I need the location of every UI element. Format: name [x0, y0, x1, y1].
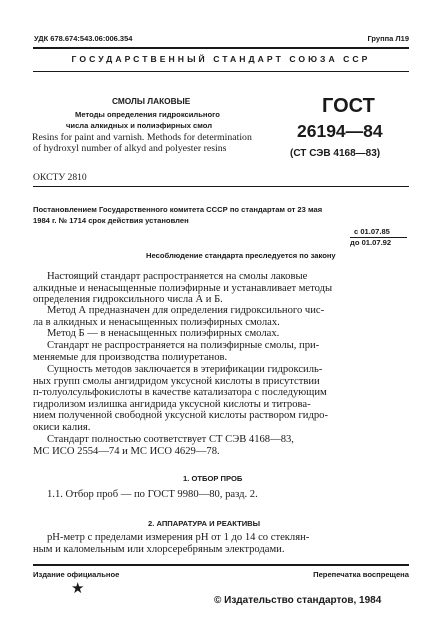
- law-warning: Несоблюдение стандарта преследуется по закону: [146, 251, 336, 260]
- text-line: гидролизом излишка ангидрида уксусной кислоты и титрова-: [33, 398, 311, 410]
- text-line: Сущность методов заключается в этерификации гидроксиль-: [47, 364, 323, 375]
- effective-from: с 01.07.85: [354, 227, 390, 236]
- text-line: алкидные и ненасыщенные полиэфирные и устанавливает методы: [33, 282, 333, 294]
- effective-to: до 01.07.92: [350, 238, 392, 247]
- gost-label: ГОСТ: [322, 95, 375, 117]
- text-line: pH-метр с пределами измерения pH от 1 до 14 со стеклян-: [47, 532, 310, 543]
- paragraph-essence: [33, 364, 409, 434]
- title-bottom-rule: [33, 186, 409, 187]
- footer-rule: [33, 564, 409, 566]
- paragraph-method-b: [33, 328, 409, 340]
- decree-line-2: 1984 г. № 1714 срок действия установлен: [33, 216, 189, 225]
- paragraph-exclusion: [33, 340, 409, 363]
- text-line: Стандарт не распространяется на полиэфирные смолы, при-: [47, 340, 320, 351]
- text-line: меняемые для производства полиуретанов.: [33, 351, 228, 363]
- text-line: определения гидроксильного числа А и Б.: [33, 294, 223, 306]
- section-1-heading: 1. ОТБОР ПРОБ: [183, 474, 243, 483]
- standard-title: СМОЛЫ ЛАКОВЫЕ: [112, 96, 191, 106]
- star-icon: ★: [71, 581, 85, 597]
- top-rule: [33, 47, 409, 49]
- subtitle-line-2: числа алкидных и полиэфирных смол: [66, 121, 213, 130]
- st-sev-reference: (СТ СЭВ 4168—83): [290, 148, 381, 159]
- banner-rule: [33, 71, 409, 72]
- text-line: Метод А предназначен для определения гидроксильного чис-: [47, 305, 325, 316]
- section-1-text: 1.1. Отбор проб — по ГОСТ 9980—80, разд. 2.: [47, 489, 258, 500]
- banner-title: ГОСУДАРСТВЕННЫЙ СТАНДАРТ СОЮЗА ССР: [71, 54, 371, 64]
- english-title-line-2: of hydroxyl number of alkyd and polyester resins: [33, 143, 227, 154]
- group-code: Группа Л19: [367, 34, 409, 43]
- publisher-copyright: © Издательство стандартов, 1984: [214, 595, 382, 606]
- text-line: ла в алкидных и ненасыщенных полиэфирных смолах.: [33, 316, 280, 328]
- text-line: Стандарт полностью соответствует СТ СЭВ 4168—83,: [47, 434, 294, 445]
- paragraph-method-a: [33, 305, 409, 328]
- text-line: Настоящий стандарт распространяется на смолы лаковые: [47, 271, 308, 282]
- paragraph-scope: [33, 271, 409, 306]
- subtitle-line-1: Методы определения гидроксильного: [75, 110, 220, 119]
- text-line: ным и каломельным или хлорсеребряным электродами.: [33, 543, 285, 555]
- gost-number: 26194—84: [297, 121, 383, 141]
- official-edition: Издание официальное: [33, 570, 120, 579]
- text-line: нием полученной свободной уксусной кислоты раствором гидро-: [33, 410, 328, 422]
- text-line: МС ИСО 2554—74 и МС ИСО 4629—78.: [33, 445, 220, 457]
- text-line: ных групп смолы ангидридом уксусной кислоты в присутствии: [33, 375, 320, 387]
- section-2-heading: 2. АППАРАТУРА И РЕАКТИВЫ: [148, 519, 261, 528]
- section-2-text: [33, 532, 409, 555]
- text-line: окиси калия.: [33, 421, 91, 433]
- text-line: Метод Б — в ненасыщенных полиэфирных смолах.: [47, 328, 280, 339]
- okstu-code: ОКСТУ 2810: [33, 172, 87, 183]
- reprint-prohibited: Перепечатка воспрещена: [313, 570, 409, 579]
- udk-code: УДК 678.674:543.06:006.354: [34, 34, 133, 43]
- paragraph-compliance: [33, 434, 409, 457]
- text-line: п-толуолсульфокислоты в качестве катализатора с последующим: [33, 387, 327, 399]
- decree-line-1: Постановлением Государственного комитета СССР по стандартам от 23 мая: [33, 205, 323, 214]
- english-title-line-1: Resins for paint and varnish. Methods for determination: [32, 132, 252, 143]
